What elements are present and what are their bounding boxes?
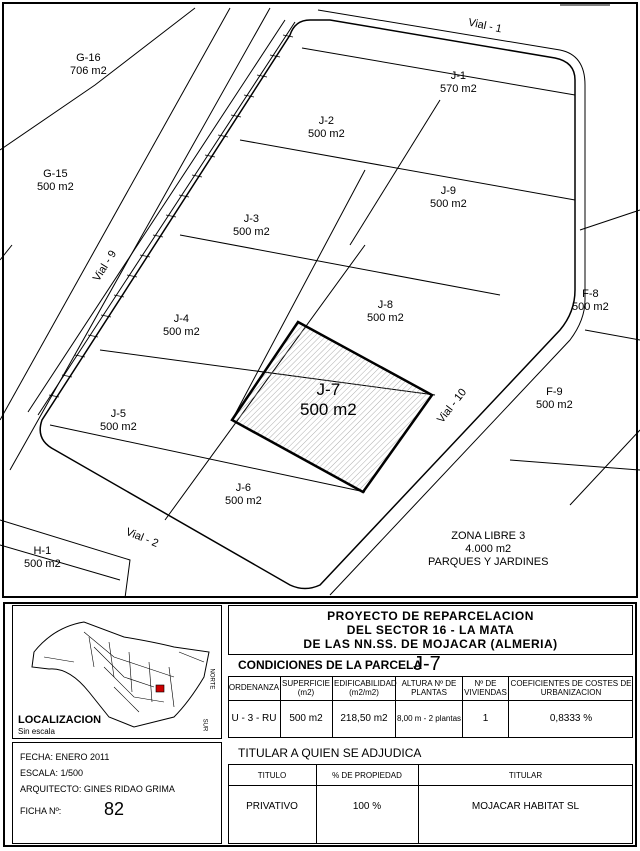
conditions-header: Nº DE VIVIENDAS [464,679,507,697]
owner-value: PRIVATIVO [246,801,298,812]
owner-header: TITULAR [508,771,543,780]
location-title: LOCALIZACION [18,714,102,726]
parcel-label: F-8 500 m2 [572,288,609,313]
conditions-header: ALTURA Nº DE PLANTAS [401,679,457,697]
road-label-vial-2: Vial - 2 [123,526,161,550]
sheet-number: 82 [104,799,125,819]
parcel-label: F-9 500 m2 [536,386,573,411]
parcel-label: J-3 500 m2 [233,213,270,238]
conditions-header: EDIFICABILIDAD (m2/m2) [334,679,397,697]
conditions-value: U - 3 - RU [231,713,277,724]
conditions-header: SUPERFICIE (m2) [282,679,331,697]
owner-header: TITULO [257,771,287,780]
conditions-value: 500 m2 [289,713,323,724]
parcel-label: J-1 570 m2 [440,70,477,95]
conditions-value: 0,8333 % [549,713,593,724]
parcel-label-highlighted: J-7 500 m2 [300,380,357,419]
parcel-label: J-5 500 m2 [100,408,137,433]
location-marker [156,685,164,692]
conditions-label: CONDICIONES DE LA PARCELA [238,658,423,672]
parcel-label: J-6 500 m2 [225,482,262,507]
project-title-line1: PROYECTO DE REPARCELACION [327,609,534,623]
project-title-line3: DE LAS NN.SS. DE MOJACAR (ALMERIA) [303,637,558,651]
parcel-label: J-9 500 m2 [430,185,467,210]
north-label: NORTE [208,668,215,690]
parcel-label: J-2 500 m2 [308,115,345,140]
road-label-vial-9: Vial - 9 [90,248,120,284]
scale-note: Sin escala [18,727,55,736]
architect-text: ARQUITECTO: GINES RIDAO GRIMA [20,784,175,794]
parcel-label: J-8 500 m2 [367,299,404,324]
conditions-parcel: J-7 [413,653,441,675]
scale-text: ESCALA: 1/500 [20,768,84,778]
owner-label: TITULAR A QUIEN SE ADJUDICA [238,746,422,760]
project-title-line2: DEL SECTOR 16 - LA MATA [346,623,515,637]
south-label: SUR [201,718,208,732]
owner-value: MOJACAR HABITAT SL [471,801,580,812]
owner-header: % DE PROPIEDAD [332,771,402,780]
conditions-value: 218,50 m2 [340,713,388,724]
date-text: FECHA: ENERO 2011 [20,752,110,762]
conditions-value: 1 [482,713,489,724]
sheet-label: FICHA Nº: [20,806,62,816]
conditions-header: ORDENANZA [228,683,280,692]
conditions-value: 8,00 m - 2 plantas [397,714,462,723]
conditions-header: COEFICIENTES DE COSTES DE URBANIZACION [510,679,632,697]
parcel-label: J-4 500 m2 [163,313,200,338]
road-label-vial-10: Vial - 10 [434,386,470,426]
parcel-label: G-16 706 m2 [70,52,107,77]
zona-libre-label: ZONA LIBRE 3 4.000 m2 PARQUES Y JARDINES [428,530,549,568]
parcel-label: H-1 500 m2 [24,545,61,570]
parcel-label: G-15 500 m2 [37,168,74,193]
owner-value: 100 % [352,801,382,812]
road-label-vial-1: Vial - 1 [467,16,503,36]
